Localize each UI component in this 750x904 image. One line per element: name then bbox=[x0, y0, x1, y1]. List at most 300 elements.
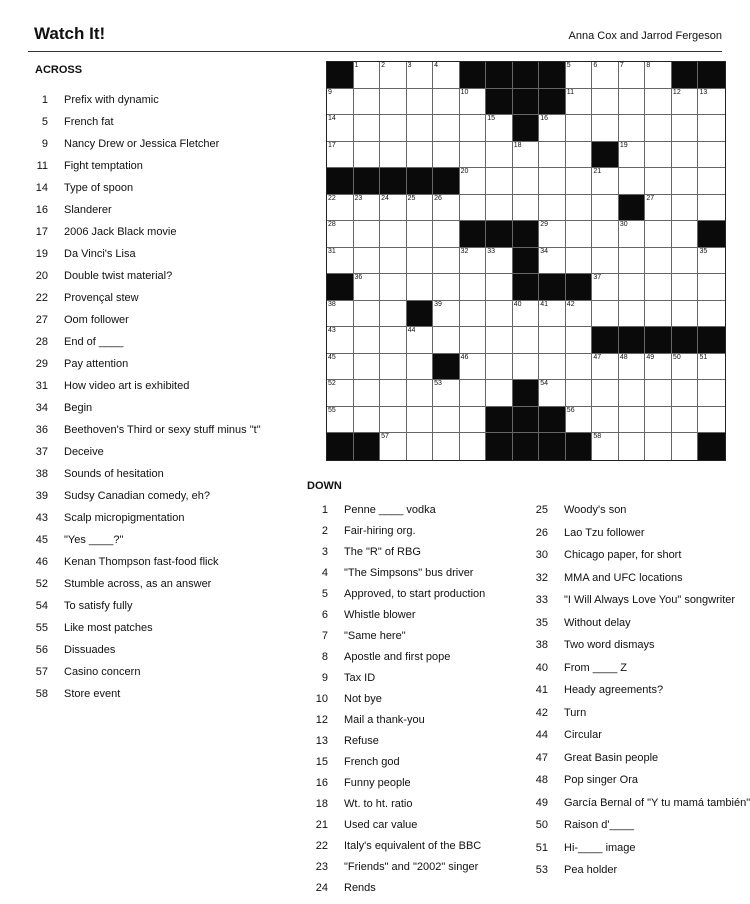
across-clue[interactable] bbox=[28, 573, 261, 595]
grid-cell[interactable] bbox=[645, 301, 672, 328]
grid-cell[interactable] bbox=[486, 301, 513, 328]
down-col1-clue[interactable] bbox=[308, 625, 485, 646]
cell-number: 43 bbox=[328, 327, 336, 335]
grid-cell[interactable] bbox=[672, 221, 699, 248]
grid-cell[interactable] bbox=[380, 195, 407, 222]
grid-cell[interactable] bbox=[486, 354, 513, 381]
grid-block bbox=[619, 327, 646, 354]
across-clue[interactable] bbox=[28, 221, 261, 243]
grid-cell[interactable] bbox=[327, 380, 354, 407]
across-clue[interactable] bbox=[28, 177, 261, 199]
grid-cell[interactable] bbox=[645, 380, 672, 407]
grid-cell[interactable] bbox=[460, 142, 487, 169]
grid-cell[interactable] bbox=[672, 195, 699, 222]
grid-cell[interactable] bbox=[327, 115, 354, 142]
grid-cell[interactable] bbox=[354, 327, 381, 354]
grid-cell[interactable] bbox=[539, 248, 566, 275]
across-clue[interactable] bbox=[28, 419, 261, 441]
grid-cell[interactable] bbox=[460, 407, 487, 434]
grid-cell[interactable] bbox=[672, 142, 699, 169]
clue-number: 57 bbox=[35, 666, 48, 678]
grid-cell[interactable] bbox=[672, 433, 699, 460]
grid-cell[interactable] bbox=[327, 301, 354, 328]
cell-number: 52 bbox=[328, 380, 336, 388]
cell-number: 54 bbox=[540, 380, 549, 388]
grid-cell[interactable] bbox=[645, 274, 672, 301]
clue-number: 39 bbox=[35, 490, 48, 502]
clue-number: 51 bbox=[535, 841, 548, 854]
down-col1-clue[interactable] bbox=[308, 877, 485, 898]
across-clue[interactable] bbox=[28, 441, 261, 463]
grid-cell[interactable] bbox=[592, 62, 619, 89]
across-clue[interactable] bbox=[28, 639, 261, 661]
grid-cell[interactable] bbox=[407, 248, 434, 275]
clue-number: 14 bbox=[35, 182, 48, 194]
down-col1-clue[interactable] bbox=[308, 856, 485, 877]
grid-cell[interactable] bbox=[354, 89, 381, 116]
cell-number: 16 bbox=[540, 115, 549, 123]
clue-text: Double twist material? bbox=[64, 270, 173, 282]
across-clue[interactable] bbox=[28, 265, 261, 287]
grid-cell[interactable] bbox=[645, 195, 672, 222]
grid-cell[interactable] bbox=[672, 168, 699, 195]
across-clue[interactable] bbox=[28, 463, 261, 485]
grid-cell[interactable] bbox=[460, 354, 487, 381]
down-clue-list-2 bbox=[528, 499, 750, 882]
grid-cell[interactable] bbox=[433, 274, 460, 301]
clue-number: 33 bbox=[535, 594, 548, 607]
grid-cell[interactable] bbox=[433, 248, 460, 275]
clue-text: How video art is exhibited bbox=[64, 380, 190, 392]
grid-cell[interactable] bbox=[486, 168, 513, 195]
grid-cell[interactable] bbox=[566, 327, 593, 354]
grid-cell[interactable] bbox=[619, 89, 646, 116]
down-col1-clue[interactable] bbox=[308, 499, 485, 520]
clue-number: 36 bbox=[35, 424, 48, 436]
clue-number: 35 bbox=[535, 616, 548, 629]
grid-cell[interactable] bbox=[513, 327, 540, 354]
down-col1-clue[interactable] bbox=[308, 604, 485, 625]
down-col2-clue[interactable] bbox=[528, 612, 750, 635]
grid-cell[interactable] bbox=[433, 221, 460, 248]
grid-cell[interactable] bbox=[619, 354, 646, 381]
grid-cell[interactable] bbox=[327, 248, 354, 275]
grid-cell[interactable] bbox=[380, 115, 407, 142]
down-col1-clue[interactable] bbox=[308, 520, 485, 541]
down-col1-clue[interactable] bbox=[308, 751, 485, 772]
cell-number: 17 bbox=[328, 141, 336, 149]
grid-cell[interactable] bbox=[486, 142, 513, 169]
grid-cell[interactable] bbox=[407, 195, 434, 222]
down-col1-clue[interactable] bbox=[308, 541, 485, 562]
down-col1-clue[interactable] bbox=[308, 772, 485, 793]
down-col2-clue[interactable] bbox=[528, 814, 750, 837]
grid-cell[interactable] bbox=[486, 195, 513, 222]
down-col2-clue[interactable] bbox=[528, 769, 750, 792]
grid-cell[interactable] bbox=[486, 327, 513, 354]
down-col2-clue[interactable] bbox=[528, 679, 750, 702]
across-clue[interactable] bbox=[28, 661, 261, 683]
clue-number: 40 bbox=[535, 661, 548, 674]
grid-cell[interactable] bbox=[592, 407, 619, 434]
cell-number: 33 bbox=[487, 247, 495, 255]
grid-cell[interactable] bbox=[619, 62, 646, 89]
grid-cell[interactable] bbox=[645, 168, 672, 195]
grid-cell[interactable] bbox=[698, 274, 725, 301]
grid-cell[interactable] bbox=[433, 433, 460, 460]
grid-cell[interactable] bbox=[460, 433, 487, 460]
grid-cell[interactable] bbox=[645, 248, 672, 275]
cell-number: 9 bbox=[328, 88, 332, 96]
grid-cell[interactable] bbox=[460, 168, 487, 195]
down-col2-clue[interactable] bbox=[528, 747, 750, 770]
across-clue[interactable] bbox=[28, 155, 261, 177]
grid-cell[interactable] bbox=[539, 354, 566, 381]
grid-block bbox=[513, 274, 540, 301]
grid-cell[interactable] bbox=[354, 221, 381, 248]
grid-cell[interactable] bbox=[592, 221, 619, 248]
down-col1-clue[interactable] bbox=[308, 667, 485, 688]
grid-cell[interactable] bbox=[645, 407, 672, 434]
down-col2-clue[interactable] bbox=[528, 567, 750, 590]
grid-cell[interactable] bbox=[486, 248, 513, 275]
grid-cell[interactable] bbox=[566, 142, 593, 169]
grid-cell[interactable] bbox=[380, 380, 407, 407]
cell-number: 35 bbox=[699, 247, 708, 255]
across-clue[interactable] bbox=[28, 485, 261, 507]
grid-cell[interactable] bbox=[380, 62, 407, 89]
cell-number: 55 bbox=[328, 406, 336, 414]
grid-cell[interactable] bbox=[566, 380, 593, 407]
grid-cell[interactable] bbox=[645, 221, 672, 248]
across-clue[interactable] bbox=[28, 309, 261, 331]
down-col2-clue[interactable] bbox=[528, 522, 750, 545]
cell-number: 10 bbox=[460, 88, 469, 96]
grid-cell[interactable] bbox=[380, 248, 407, 275]
across-clue[interactable] bbox=[28, 111, 261, 133]
across-clue[interactable] bbox=[28, 287, 261, 309]
grid-cell[interactable] bbox=[433, 62, 460, 89]
grid-cell[interactable] bbox=[433, 380, 460, 407]
grid-block bbox=[698, 221, 725, 248]
grid-cell[interactable] bbox=[513, 168, 540, 195]
grid-cell[interactable] bbox=[460, 89, 487, 116]
grid-cell[interactable] bbox=[592, 354, 619, 381]
grid-cell[interactable] bbox=[592, 168, 619, 195]
grid-cell[interactable] bbox=[380, 89, 407, 116]
clue-text: Fair-hiring org. bbox=[344, 524, 416, 537]
cell-number: 44 bbox=[407, 327, 416, 335]
grid-cell[interactable] bbox=[513, 142, 540, 169]
grid-cell[interactable] bbox=[698, 248, 725, 275]
grid-cell[interactable] bbox=[354, 115, 381, 142]
puzzle-authors: Anna Cox and Jarrod Fergeson bbox=[568, 30, 722, 42]
grid-cell[interactable] bbox=[619, 407, 646, 434]
grid-block bbox=[566, 274, 593, 301]
grid-cell[interactable] bbox=[486, 115, 513, 142]
down-col2-clue[interactable] bbox=[528, 657, 750, 680]
grid-cell[interactable] bbox=[672, 274, 699, 301]
grid-cell[interactable] bbox=[566, 115, 593, 142]
grid-cell[interactable] bbox=[354, 380, 381, 407]
grid-cell[interactable] bbox=[566, 354, 593, 381]
grid-cell[interactable] bbox=[433, 301, 460, 328]
cell-number: 14 bbox=[328, 115, 336, 123]
grid-cell[interactable] bbox=[645, 142, 672, 169]
grid-cell[interactable] bbox=[619, 115, 646, 142]
grid-cell[interactable] bbox=[619, 221, 646, 248]
grid-cell[interactable] bbox=[566, 407, 593, 434]
down-col2-clue[interactable] bbox=[528, 634, 750, 657]
clue-number: 21 bbox=[315, 818, 328, 831]
down-col1-clue[interactable] bbox=[308, 688, 485, 709]
grid-cell[interactable] bbox=[380, 407, 407, 434]
grid-cell[interactable] bbox=[672, 301, 699, 328]
across-clue[interactable] bbox=[28, 243, 261, 265]
grid-cell[interactable] bbox=[592, 380, 619, 407]
grid-block bbox=[354, 168, 381, 195]
grid-cell[interactable] bbox=[433, 195, 460, 222]
clue-text: To satisfy fully bbox=[64, 600, 133, 612]
grid-cell[interactable] bbox=[539, 221, 566, 248]
grid-cell[interactable] bbox=[698, 195, 725, 222]
down-col1-clue[interactable] bbox=[308, 793, 485, 814]
grid-cell[interactable] bbox=[407, 327, 434, 354]
across-clue[interactable] bbox=[28, 617, 261, 639]
grid-cell[interactable] bbox=[354, 248, 381, 275]
down-col2-clue[interactable] bbox=[528, 792, 750, 815]
grid-cell[interactable] bbox=[486, 274, 513, 301]
grid-block bbox=[592, 327, 619, 354]
grid-cell[interactable] bbox=[513, 301, 540, 328]
grid-cell[interactable] bbox=[592, 274, 619, 301]
down-col2-clue[interactable] bbox=[528, 859, 750, 882]
across-clue[interactable] bbox=[28, 683, 261, 705]
grid-cell[interactable] bbox=[354, 301, 381, 328]
grid-cell[interactable] bbox=[698, 89, 725, 116]
grid-cell[interactable] bbox=[327, 354, 354, 381]
grid-cell[interactable] bbox=[619, 433, 646, 460]
down-col1-clue[interactable] bbox=[308, 814, 485, 835]
grid-cell[interactable] bbox=[566, 195, 593, 222]
across-clue[interactable] bbox=[28, 551, 261, 573]
grid-cell[interactable] bbox=[460, 274, 487, 301]
clue-text: Two word dismays bbox=[564, 639, 655, 652]
grid-cell[interactable] bbox=[672, 115, 699, 142]
clue-number: 23 bbox=[315, 860, 328, 873]
grid-cell[interactable] bbox=[433, 407, 460, 434]
grid-cell[interactable] bbox=[539, 115, 566, 142]
grid-cell[interactable] bbox=[698, 407, 725, 434]
grid-cell[interactable] bbox=[486, 380, 513, 407]
grid-cell[interactable] bbox=[592, 301, 619, 328]
grid-cell[interactable] bbox=[592, 248, 619, 275]
grid-cell[interactable] bbox=[380, 274, 407, 301]
down-col1-clue[interactable] bbox=[308, 583, 485, 604]
grid-cell[interactable] bbox=[327, 89, 354, 116]
grid-cell[interactable] bbox=[460, 115, 487, 142]
down-col2-clue[interactable] bbox=[528, 702, 750, 725]
down-col2-clue[interactable] bbox=[528, 544, 750, 567]
cell-number: 6 bbox=[593, 62, 598, 69]
grid-cell[interactable] bbox=[380, 327, 407, 354]
grid-cell[interactable] bbox=[592, 433, 619, 460]
grid-cell[interactable] bbox=[672, 380, 699, 407]
grid-cell[interactable] bbox=[566, 168, 593, 195]
cell-number: 4 bbox=[434, 62, 439, 69]
grid-cell[interactable] bbox=[539, 380, 566, 407]
grid-cell[interactable] bbox=[380, 301, 407, 328]
grid-cell[interactable] bbox=[380, 142, 407, 169]
across-clue[interactable] bbox=[28, 529, 261, 551]
clue-text: Used car value bbox=[344, 818, 418, 831]
grid-cell[interactable] bbox=[645, 115, 672, 142]
across-clue[interactable] bbox=[28, 199, 261, 221]
across-clue[interactable] bbox=[28, 353, 261, 375]
grid-cell[interactable] bbox=[539, 327, 566, 354]
grid-cell[interactable] bbox=[619, 142, 646, 169]
down-col1-clue[interactable] bbox=[308, 709, 485, 730]
clue-text: Wt. to ht. ratio bbox=[344, 797, 413, 810]
grid-cell[interactable] bbox=[407, 221, 434, 248]
grid-cell[interactable] bbox=[433, 115, 460, 142]
grid-cell[interactable] bbox=[433, 142, 460, 169]
grid-cell[interactable] bbox=[407, 354, 434, 381]
grid-cell[interactable] bbox=[407, 274, 434, 301]
cell-number: 58 bbox=[593, 433, 602, 441]
grid-cell[interactable] bbox=[592, 115, 619, 142]
grid-cell[interactable] bbox=[380, 221, 407, 248]
grid-block bbox=[486, 407, 513, 434]
grid-cell[interactable] bbox=[539, 301, 566, 328]
grid-cell[interactable] bbox=[592, 195, 619, 222]
grid-cell[interactable] bbox=[354, 354, 381, 381]
grid-cell[interactable] bbox=[380, 354, 407, 381]
grid-block bbox=[354, 433, 381, 460]
cell-number: 21 bbox=[593, 168, 602, 176]
grid-cell[interactable] bbox=[539, 142, 566, 169]
grid-cell[interactable] bbox=[460, 195, 487, 222]
grid-cell[interactable] bbox=[407, 142, 434, 169]
cell-number: 37 bbox=[593, 274, 602, 282]
grid-cell[interactable] bbox=[327, 221, 354, 248]
across-heading: ACROSS bbox=[35, 64, 83, 76]
grid-cell[interactable] bbox=[672, 354, 699, 381]
down-col2-clue[interactable] bbox=[528, 724, 750, 747]
grid-cell[interactable] bbox=[566, 248, 593, 275]
grid-cell[interactable] bbox=[407, 115, 434, 142]
across-clue[interactable] bbox=[28, 375, 261, 397]
grid-cell[interactable] bbox=[460, 380, 487, 407]
grid-cell[interactable] bbox=[354, 274, 381, 301]
grid-cell[interactable] bbox=[645, 433, 672, 460]
grid-cell[interactable] bbox=[566, 62, 593, 89]
grid-cell[interactable] bbox=[460, 301, 487, 328]
clue-text: Woody's son bbox=[564, 504, 627, 517]
grid-cell[interactable] bbox=[672, 248, 699, 275]
grid-cell[interactable] bbox=[460, 248, 487, 275]
grid-cell[interactable] bbox=[327, 407, 354, 434]
clue-text: Chicago paper, for short bbox=[564, 549, 682, 562]
grid-cell[interactable] bbox=[698, 142, 725, 169]
grid-cell[interactable] bbox=[433, 327, 460, 354]
down-col1-clue[interactable] bbox=[308, 730, 485, 751]
grid-cell[interactable] bbox=[566, 221, 593, 248]
clue-text: "Yes ____?" bbox=[64, 534, 124, 546]
clue-number: 56 bbox=[35, 644, 48, 656]
across-clue[interactable] bbox=[28, 89, 261, 111]
grid-cell[interactable] bbox=[354, 407, 381, 434]
grid-cell[interactable] bbox=[592, 89, 619, 116]
grid-cell[interactable] bbox=[354, 62, 381, 89]
grid-cell[interactable] bbox=[407, 62, 434, 89]
clue-number: 53 bbox=[535, 864, 548, 877]
grid-cell[interactable] bbox=[433, 89, 460, 116]
across-clue[interactable] bbox=[28, 595, 261, 617]
grid-cell[interactable] bbox=[698, 380, 725, 407]
grid-cell[interactable] bbox=[645, 354, 672, 381]
grid-cell[interactable] bbox=[327, 195, 354, 222]
grid-cell[interactable] bbox=[672, 407, 699, 434]
grid-cell[interactable] bbox=[619, 274, 646, 301]
grid-cell[interactable] bbox=[698, 168, 725, 195]
grid-cell[interactable] bbox=[619, 168, 646, 195]
grid-cell[interactable] bbox=[407, 407, 434, 434]
grid-cell[interactable] bbox=[327, 142, 354, 169]
grid-cell[interactable] bbox=[354, 195, 381, 222]
grid-cell[interactable] bbox=[539, 168, 566, 195]
grid-cell[interactable] bbox=[380, 433, 407, 460]
grid-cell[interactable] bbox=[698, 301, 725, 328]
across-clue[interactable] bbox=[28, 133, 261, 155]
grid-cell[interactable] bbox=[645, 89, 672, 116]
grid-cell[interactable] bbox=[407, 380, 434, 407]
grid-cell[interactable] bbox=[645, 62, 672, 89]
grid-cell[interactable] bbox=[698, 115, 725, 142]
down-clue-list-1 bbox=[308, 499, 485, 898]
down-col2-clue[interactable] bbox=[528, 837, 750, 860]
grid-cell[interactable] bbox=[407, 89, 434, 116]
grid-cell[interactable] bbox=[566, 301, 593, 328]
clue-number: 16 bbox=[315, 776, 328, 789]
grid-cell[interactable] bbox=[539, 195, 566, 222]
grid-cell[interactable] bbox=[460, 327, 487, 354]
grid-cell[interactable] bbox=[672, 89, 699, 116]
down-col2-clue[interactable] bbox=[528, 499, 750, 522]
grid-cell[interactable] bbox=[619, 380, 646, 407]
grid-cell[interactable] bbox=[513, 354, 540, 381]
down-col1-clue[interactable] bbox=[308, 562, 485, 583]
across-clue[interactable] bbox=[28, 507, 261, 529]
grid-cell[interactable] bbox=[619, 248, 646, 275]
grid-cell[interactable] bbox=[407, 433, 434, 460]
clue-text: Refuse bbox=[344, 734, 379, 747]
grid-cell[interactable] bbox=[354, 142, 381, 169]
grid-cell[interactable] bbox=[513, 195, 540, 222]
across-clue[interactable] bbox=[28, 331, 261, 353]
clue-number: 12 bbox=[315, 713, 328, 726]
grid-cell[interactable] bbox=[619, 301, 646, 328]
grid-cell[interactable] bbox=[698, 354, 725, 381]
grid-block bbox=[486, 89, 513, 116]
across-clue[interactable] bbox=[28, 397, 261, 419]
grid-cell[interactable] bbox=[566, 89, 593, 116]
down-col2-clue[interactable] bbox=[528, 589, 750, 612]
down-col1-clue[interactable] bbox=[308, 835, 485, 856]
down-col1-clue[interactable] bbox=[308, 646, 485, 667]
grid-block bbox=[433, 354, 460, 381]
grid-cell[interactable] bbox=[327, 327, 354, 354]
